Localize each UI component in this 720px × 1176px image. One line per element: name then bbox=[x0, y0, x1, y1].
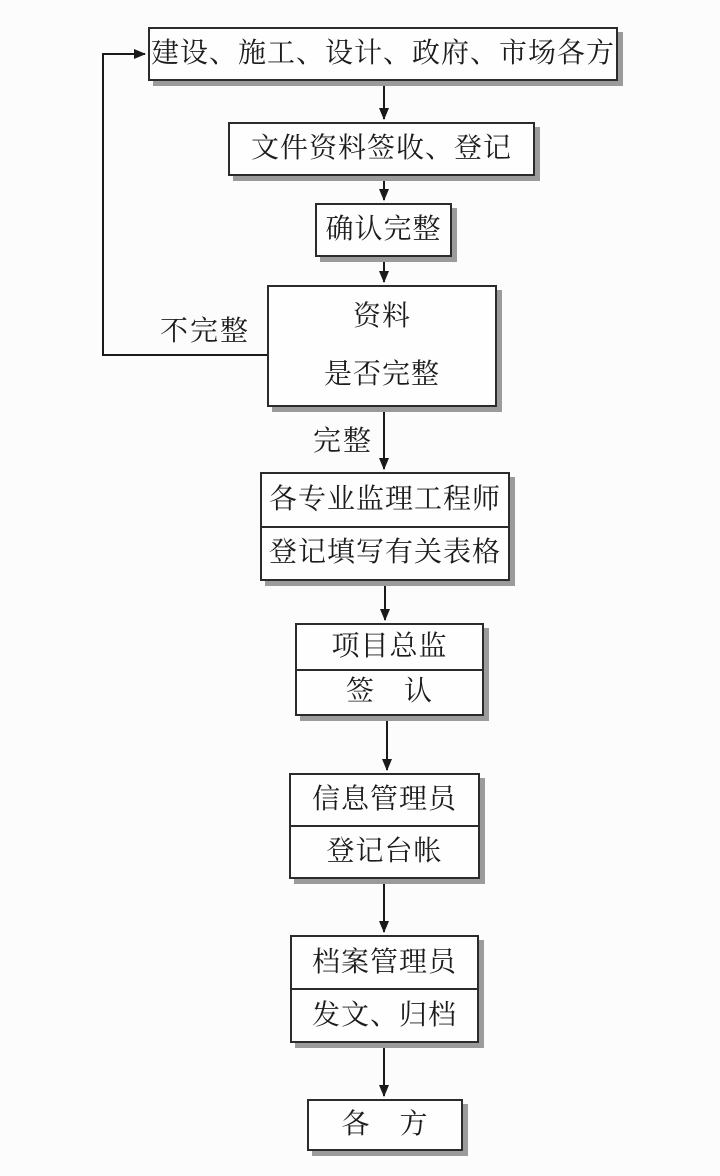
node-info-manager bbox=[289, 773, 480, 879]
node-all-parties bbox=[307, 1099, 463, 1151]
node-decision-line1: 资料 bbox=[352, 301, 411, 332]
node-confirm-label: 确认完整 bbox=[325, 214, 442, 245]
node-archive-manager-row1: 档案管理员 bbox=[311, 946, 457, 978]
node-all-parties-label: 各 方 bbox=[341, 1109, 429, 1140]
edge-label-complete: 完整 bbox=[313, 426, 374, 457]
node-chief-row1: 项目总监 bbox=[331, 630, 448, 662]
node-archive-manager-row2: 发文、归档 bbox=[292, 988, 477, 1041]
edge-label-incomplete: 不完整 bbox=[160, 316, 251, 347]
node-engineers bbox=[260, 472, 510, 581]
node-engineers-row2: 登记填写有关表格 bbox=[262, 526, 508, 580]
node-decision-line2: 是否完整 bbox=[323, 359, 440, 390]
node-info-manager-row2: 登记台帐 bbox=[291, 825, 478, 877]
node-info-manager-row1: 信息管理员 bbox=[311, 784, 457, 815]
node-receive bbox=[228, 122, 535, 176]
node-chief-supervisor bbox=[295, 623, 484, 716]
node-decision bbox=[267, 285, 497, 407]
node-parties-label: 建设、施工、设计、政府、市场各方 bbox=[150, 38, 615, 69]
node-chief-row2: 签 认 bbox=[297, 669, 482, 715]
node-parties bbox=[148, 27, 618, 81]
node-receive-label: 文件资料签收、登记 bbox=[250, 133, 512, 164]
node-engineers-row1: 各专业监理工程师 bbox=[268, 483, 501, 515]
node-archive-manager bbox=[290, 935, 479, 1043]
node-confirm bbox=[315, 203, 452, 257]
